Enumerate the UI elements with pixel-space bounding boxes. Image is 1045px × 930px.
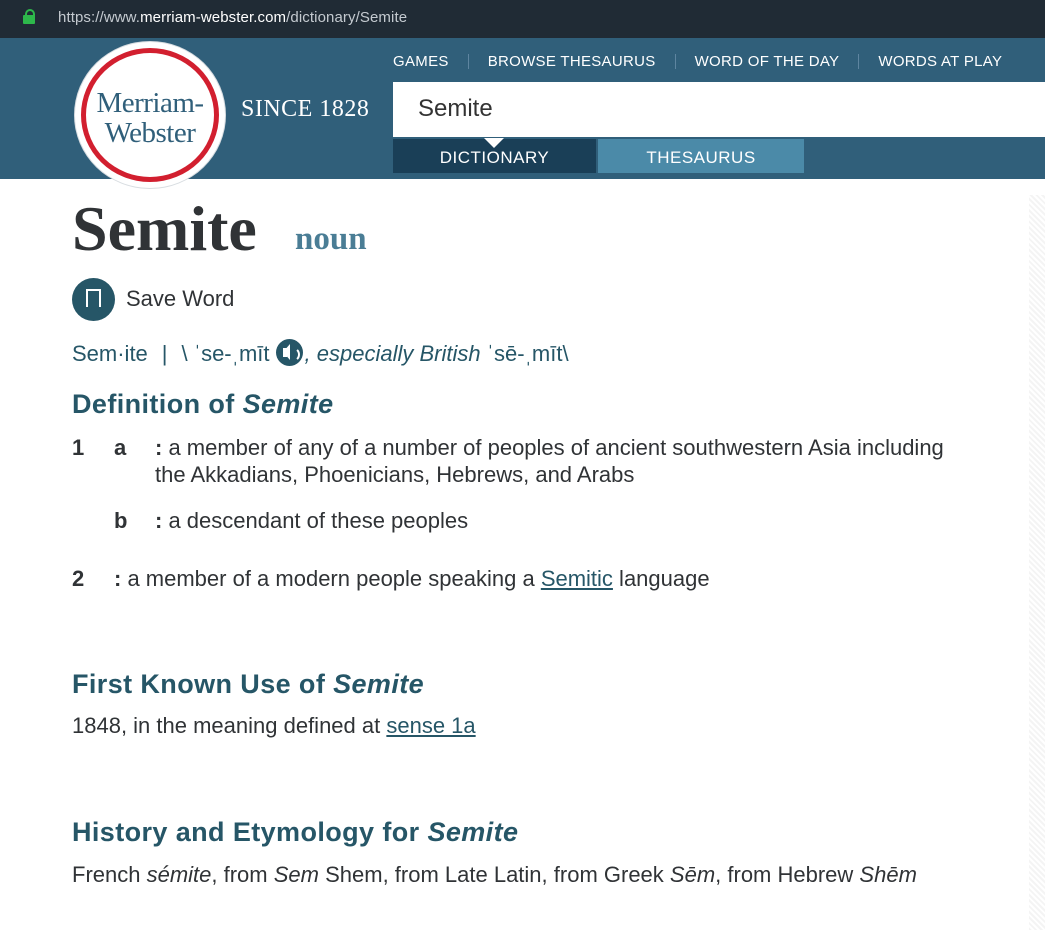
search-input[interactable] [393, 82, 1045, 135]
sense-1a-link[interactable]: sense 1a [386, 713, 476, 738]
nav-browse-thesaurus[interactable]: BROWSE THESAURUS [468, 54, 675, 69]
bookmark-icon[interactable] [72, 278, 115, 321]
url-text[interactable]: https://www.merriam-webster.com/dictionary/Semite [58, 9, 408, 26]
nav-word-of-the-day[interactable]: WORD OF THE DAY [675, 54, 859, 69]
definition-heading: Definition of Semite [72, 389, 334, 419]
sense-number-2: 2 [72, 566, 85, 591]
since-tagline: SINCE 1828 [241, 96, 370, 122]
browser-address-bar[interactable] [0, 0, 1045, 38]
pronunciation-2: ˈsē-ˌmīt\ [486, 341, 569, 366]
sense-2-text: : a member of a modern people speaking a Semitic language [114, 566, 710, 591]
speaker-icon[interactable] [276, 339, 303, 366]
part-of-speech: noun [295, 221, 367, 257]
first-known-use-heading: First Known Use of Semite [72, 669, 425, 699]
lock-icon [23, 9, 35, 23]
tab-thesaurus[interactable]: THESAURUS [598, 139, 804, 173]
logo-line2: Webster [104, 117, 196, 149]
logo-line1: Merriam- [96, 87, 204, 119]
sense-letter-1b: b [114, 508, 128, 533]
first-known-use-text: 1848, in the meaning defined at sense 1a [72, 713, 476, 738]
headword: Semite [72, 193, 257, 264]
separator-bar: | [161, 341, 168, 366]
etymology-text: French sémite, from Sem Shem, from Late Latin, from Greek Sēm, from Hebrew Shēm [72, 862, 917, 887]
sense-letter-1a: a [114, 435, 127, 460]
pronunciation-line [72, 339, 569, 367]
sense-1a-text: : a member of any of a number of peoples of ancient southwestern Asia including the Akkadians, Phoenicians, Hebrews, and Arabs [155, 435, 944, 487]
nav-games[interactable]: GAMES [393, 52, 449, 70]
pronunciation-1: \ ˈse-ˌmīt [181, 341, 270, 366]
top-navigation [393, 50, 1021, 72]
syllables: Sem·ite [72, 341, 148, 366]
semitic-link[interactable]: Semitic [540, 566, 613, 591]
search-box [393, 82, 1045, 137]
nav-words-at-play[interactable]: WORDS AT PLAY [858, 54, 1021, 69]
pronunciation-variant-label: , especially British [304, 341, 481, 366]
scrollbar-track[interactable] [1029, 195, 1045, 930]
sense-1b-text: : a descendant of these peoples [155, 508, 469, 533]
save-word-button[interactable]: Save Word [126, 286, 235, 311]
merriam-webster-logo[interactable] [75, 42, 225, 188]
etymology-heading: History and Etymology for Semite [72, 817, 519, 847]
tab-dictionary[interactable]: DICTIONARY [393, 139, 596, 173]
sense-number-1: 1 [72, 435, 85, 460]
